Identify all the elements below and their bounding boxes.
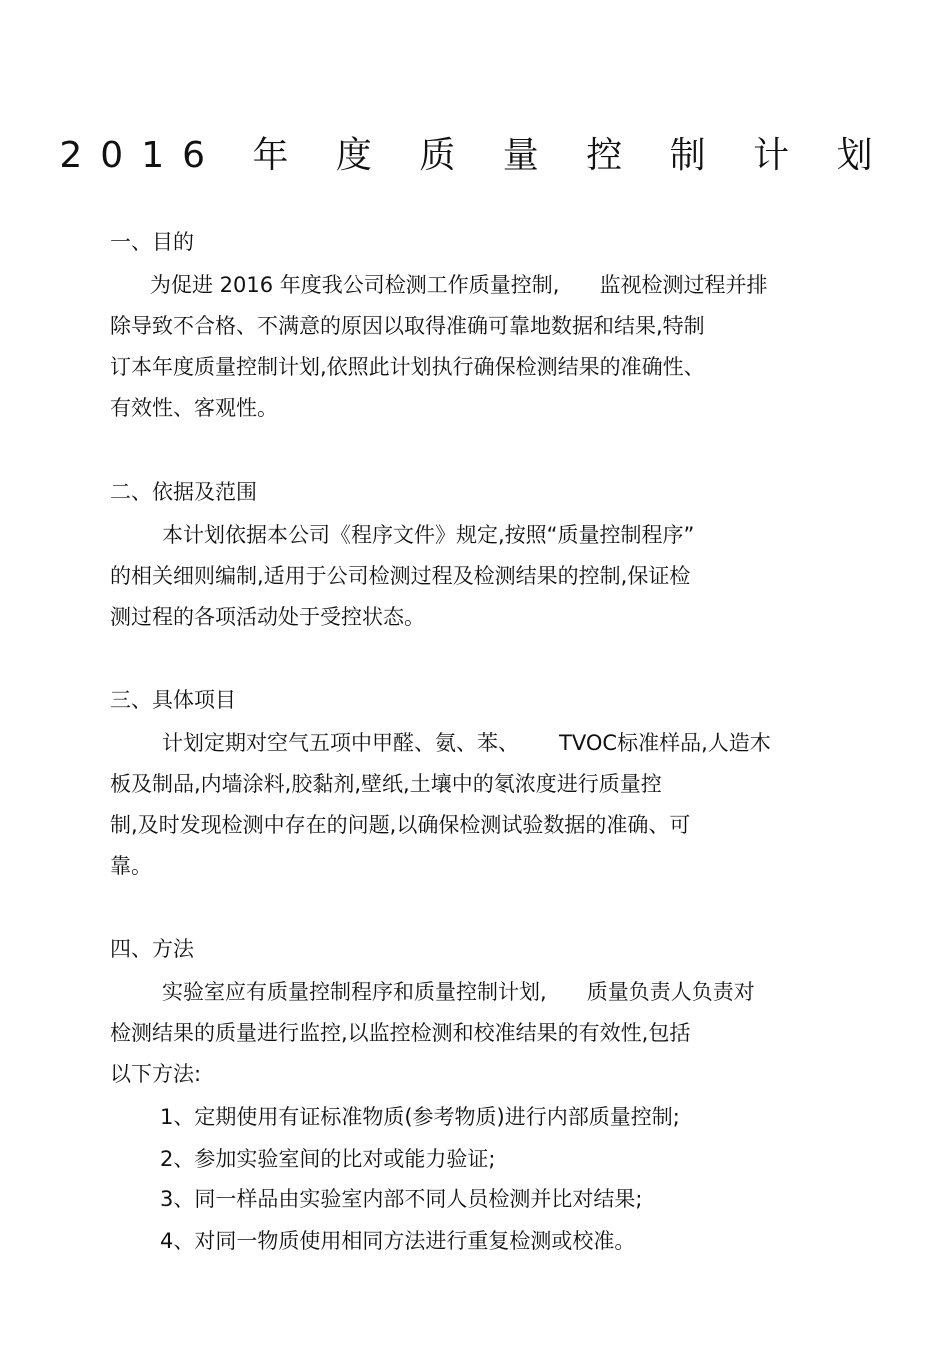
paragraph-line: 为促进 2016 年度我公司检测工作质量控制, 监视检测过程并排 [150,273,768,297]
paragraph-line: 计划定期对空气五项中甲醛、氨、苯、 TVOC标准样品,人造木 [162,731,771,755]
document-title: 2016 年 度 质 量 控 制 计 划 [59,135,891,176]
list-item: 4、对同一物质使用相同方法进行重复检测或校准。 [160,1229,636,1253]
paragraph-line: 订本年度质量控制计划,依照此计划执行确保检测结果的准确性、 [110,355,705,379]
list-item: 3、同一样品由实验室内部不同人员检测并比对结果; [160,1187,643,1211]
paragraph-line: 实验室应有质量控制程序和质量控制计划, 质量负责人负责对 [162,980,755,1004]
section-heading-items: 三、具体项目 [110,688,236,712]
list-item: 1、定期使用有证标准物质(参考物质)进行内部质量控制; [160,1105,680,1129]
paragraph-line: 本计划依据本公司《程序文件》规定,按照“质量控制程序” [162,523,695,547]
paragraph-line: 板及制品,内墙涂料,胶黏剂,壁纸,土壤中的氡浓度进行质量控 [110,772,662,796]
paragraph-line: 制,及时发现检测中存在的问题,以确保检测试验数据的准确、可 [110,813,691,837]
paragraph-line: 的相关细则编制,适用于公司检测过程及检测结果的控制,保证检 [110,564,691,588]
paragraph-line: 检测结果的质量进行监控,以监控检测和校准结果的有效性,包括 [110,1021,691,1045]
section-heading-methods: 四、方法 [110,937,194,961]
paragraph-line: 靠。 [110,854,152,878]
section-heading-purpose: 一、目的 [110,230,194,254]
paragraph-line: 有效性、客观性。 [110,396,278,420]
paragraph-line: 以下方法: [110,1062,202,1086]
paragraph-line: 测过程的各项活动处于受控状态。 [110,605,425,629]
list-item: 2、参加实验室间的比对或能力验证; [160,1147,496,1171]
section-heading-basis-scope: 二、依据及范围 [110,480,257,504]
paragraph-line: 除导致不合格、不满意的原因以取得准确可靠地数据和结果,特制 [110,314,705,338]
